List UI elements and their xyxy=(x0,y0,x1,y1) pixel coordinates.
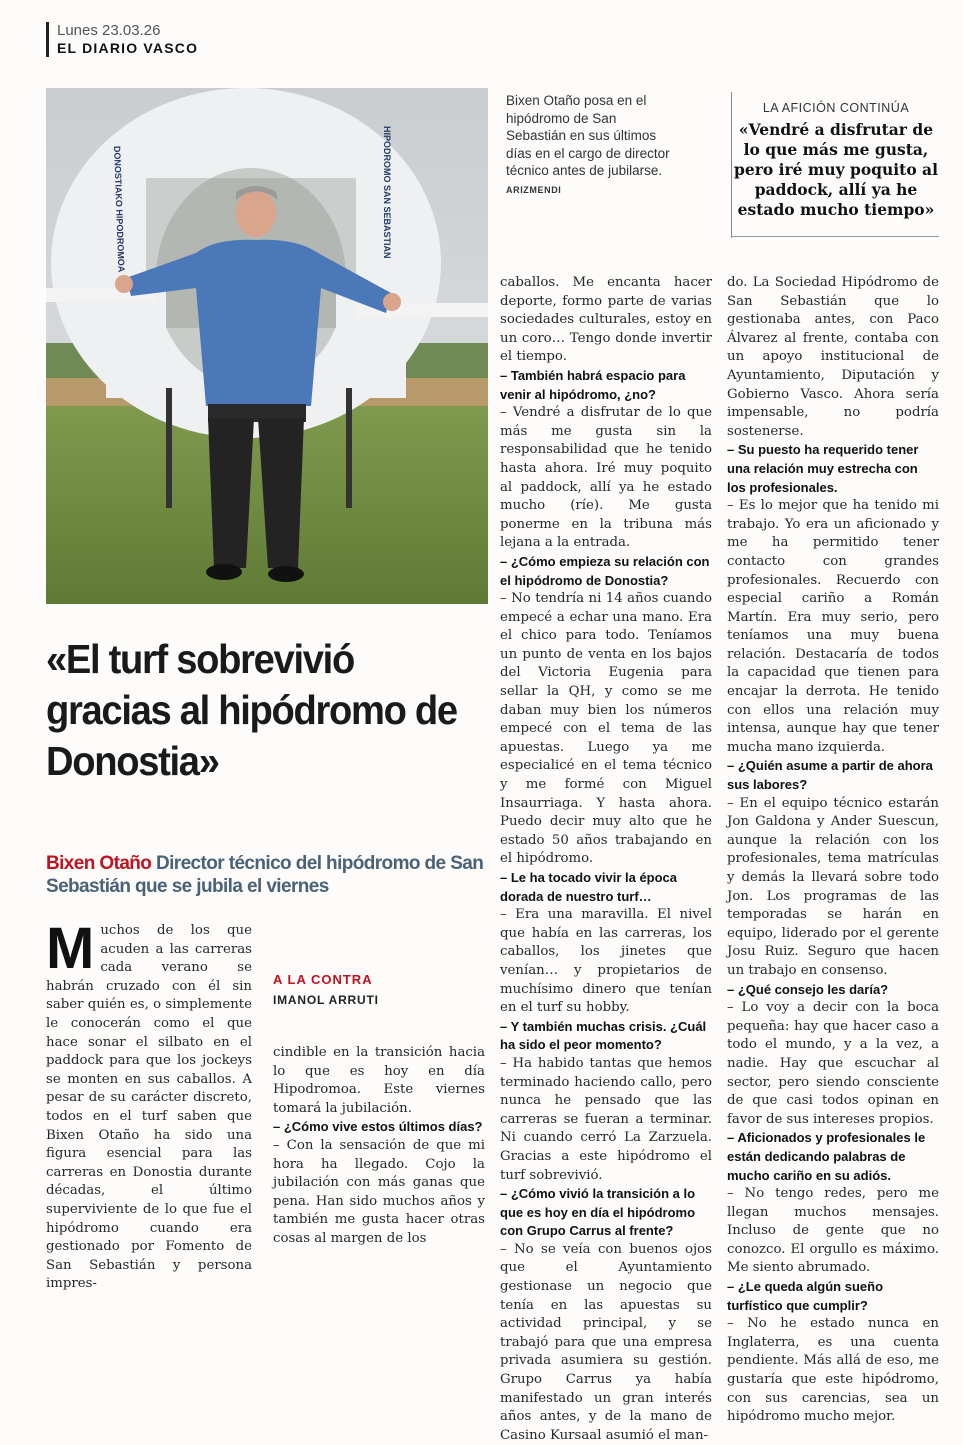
interview-answer: – No he estado nunca en Inglaterra, es una cuenta pendiente. Más allá de eso, me gustaría que este hipódromo, con sus carencias, sea un hipódromo mucho mejor. xyxy=(727,1316,939,1425)
interview-answer: cindible en la transición hacia lo que es hoy en día Hipodromoa. Este viernes tomará la jubilación. xyxy=(273,1045,485,1116)
body-column-4 xyxy=(727,274,939,1427)
interviewee-description: Director técnico del hipódromo de San Sebastián que se jubila el viernes xyxy=(46,853,484,897)
lead-text: uchos de los que acuden a las carreras cada verano se habrán cruzado con él sin saber quién es, o simplemente le conocerán como el que hace sonar el silbato en el paddock para que los jockeys se monten en sus caballos. A pesar de su carácter discreto, todos en el turf saben que Bixen Otaño ha sido una figura esencial para las carreras en Donostia durante décadas, el último superviviente de lo que fue el hipódromo cuando era gestionado por Fomento de San Sebastián y persona impres- xyxy=(46,923,252,1292)
interview-answer: caballos. Me encanta hacer deporte, formo parte de varias sociedades culturales, estoy en un coro… Tengo donde invertir el tiempo. xyxy=(500,275,712,365)
interview-answer: – No tengo redes, pero me llegan muchos mensajes. Incluso de gente que no conozco. El orgullo es máximo. Me siento abrumado. xyxy=(727,1186,939,1276)
interview-question: – ¿Cómo empieza su relación con el hipódromo de Donostia? xyxy=(500,553,710,588)
interview-answer: – Era una maravilla. El nivel que había en las carreras, los caballos, los jinetes que venían… y propietarios de muchísimo dinero que tenían en el turf su hobby. xyxy=(500,907,712,1016)
interview-question: – ¿Cómo vivió la transición a lo que es hoy en día el hipódromo con Grupo Carrus al frente? xyxy=(500,1186,696,1239)
body-column-3 xyxy=(500,274,712,1445)
interview-question: – Su puesto ha requerido tener una relación muy estrecha con los profesionales. xyxy=(727,442,919,495)
photo-credit: ARIZMENDI xyxy=(506,184,562,195)
pull-quote-text: «Vendré a disfrutar de lo que más me gusta, pero iré muy poquito al paddock, allí ya he estado mucho tiempo» xyxy=(734,120,938,219)
interview-question: – Aficionados y profesionales le están dedicando palabras de mucho cariño en su adiós. xyxy=(727,1130,926,1183)
interview-question: – ¿Qué consejo les daría? xyxy=(727,981,889,997)
section-label: A LA CONTRA xyxy=(273,972,373,987)
subheadline xyxy=(46,852,496,898)
interview-answer: – En el equipo técnico estarán Jon Galdona y Ander Suescun, aunque la relación con los profesionales, tema matrículas y demás la llevará sobre todo Jon. Los programas de las temporadas se harán en equipo, liderado por el gerente Josu Ruiz. Seguro que hacen un trabajo en consenso. xyxy=(727,795,939,978)
interview-question: – ¿Quién asume a partir de ahora sus labores? xyxy=(727,758,933,793)
photo-illustration xyxy=(46,88,488,604)
body-column-2 xyxy=(273,1044,485,1249)
drop-cap: M xyxy=(46,916,95,981)
masthead xyxy=(46,22,198,57)
interview-answer: do. La Sociedad Hipódromo de San Sebastián que lo gestionaba antes, con Paco Álvarez al frente, contaba con un apoyo institucional de Ayuntamiento, Diputación y Gobierno Vasco. Ahora sería impensable, no podría sostenerse. xyxy=(727,275,939,439)
issue-date: Lunes 23.03.26 xyxy=(57,22,161,39)
lead-column xyxy=(46,916,252,1294)
interview-question: – ¿Cómo vive estos últimos días? xyxy=(273,1119,483,1135)
caption-text: Bixen Otaño posa en el hipódromo de San Sebastián en sus últimos días en el cargo de director técnico antes de jubilarse. xyxy=(506,93,670,178)
interview-answer: – Vendré a disfrutar de lo que más me gusta sin la responsabilidad que he tenido hasta ahora. Iré muy poquito al paddock, allí ya he estado mucho (ríe). Me gusta ponerme en la tribuna más lejana a la entrada. xyxy=(500,405,712,551)
interview-answer: – Lo voy a decir con la boca pequeña: hay que hacer caso a todo el mundo, y a la vez, a nadie. Hay que escuchar al sector, pero siendo consciente de que casi todos opinan en favor de sus intereses propios. xyxy=(727,1000,939,1127)
interview-question: – También habrá espacio para venir al hipódromo, ¿no? xyxy=(500,367,686,402)
pull-quote xyxy=(731,92,940,238)
interview-question: – Y también muchas crisis. ¿Cuál ha sido el peor momento? xyxy=(500,1018,707,1053)
sign-left-text: DONOSTIAKO HIPODROMOA xyxy=(112,145,127,273)
pull-quote-label: LA AFICIÓN CONTINÚA xyxy=(762,101,910,115)
sign-right-text: HIPODROMO SAN SEBASTIAN xyxy=(382,126,392,259)
portrait-photo xyxy=(46,88,488,604)
interview-answer: – No tendría ni 14 años cuando empecé a echar una mano. Era el chico para todo. Teníamos un punto de venta en los bajos del Victoria Eugenia para sellar la QH, y como se me daban muy bien los números empecé con el tema de las apuestas. Luego ya me especialicé en el tema técnico y me formé con Miguel Insaurriaga. Y hasta ahora. Puedo decir muy alto que he estado 50 años trabajando en el hipódromo. xyxy=(500,591,712,867)
headline: «El turf sobrevivió gracias al hipódromo de Donostia» xyxy=(46,636,457,784)
interview-answer: – Con la sensación de que mi hora ha llegado. Cojo la jubilación con más ganas que pena. Han sido muchos años y también me gusta hacer otras cosas al margen de los xyxy=(273,1137,485,1246)
interview-question: – ¿Le queda algún sueño turfístico que cumplir? xyxy=(727,1279,884,1313)
pull-quote-rule xyxy=(731,236,939,237)
newspaper-name: EL DIARIO VASCO xyxy=(57,40,199,56)
interview-answer: – Ha habido tantas que hemos terminado haciendo callo, pero nunca he pensado que las carreras se fueran a terminar. Ni cuando cerró La Zarzuela. Gracias a este hipódromo el turf sobrevivió. xyxy=(500,1055,712,1183)
interview-answer: – No se veía con buenos ojos que el Ayuntamiento gestionase un negocio que tenía en las apuestas su actividad principal, y se trabajó para que una empresa privada asumiera su gestión. Grupo Carrus ya había manifestado un gran interés años antes, y de la mano de Casino Kursaal asumió el man- xyxy=(500,1241,712,1443)
interviewee-name: Bixen Otaño xyxy=(46,853,152,874)
interview-answer: – Es lo mejor que ha tenido mi trabajo. Yo era un aficionado y me ha permitido tener contacto con grandes profesionales. Recuerdo con especial cariño a Román Martín. Era muy serio, pero teníamos una muy buena relación. Destacaría de todos la capacidad que tienen para encajar la derrota. He tenido con ellos una relación muy intensa, aunque hay que tener mucha mano izquierda. xyxy=(727,498,939,755)
photo-caption xyxy=(506,92,676,199)
interview-question: – Le ha tocado vivir la época dorada de nuestro turf… xyxy=(500,870,678,904)
section-tag xyxy=(273,972,485,1007)
author-byline: IMANOL ARRUTI xyxy=(273,993,379,1007)
